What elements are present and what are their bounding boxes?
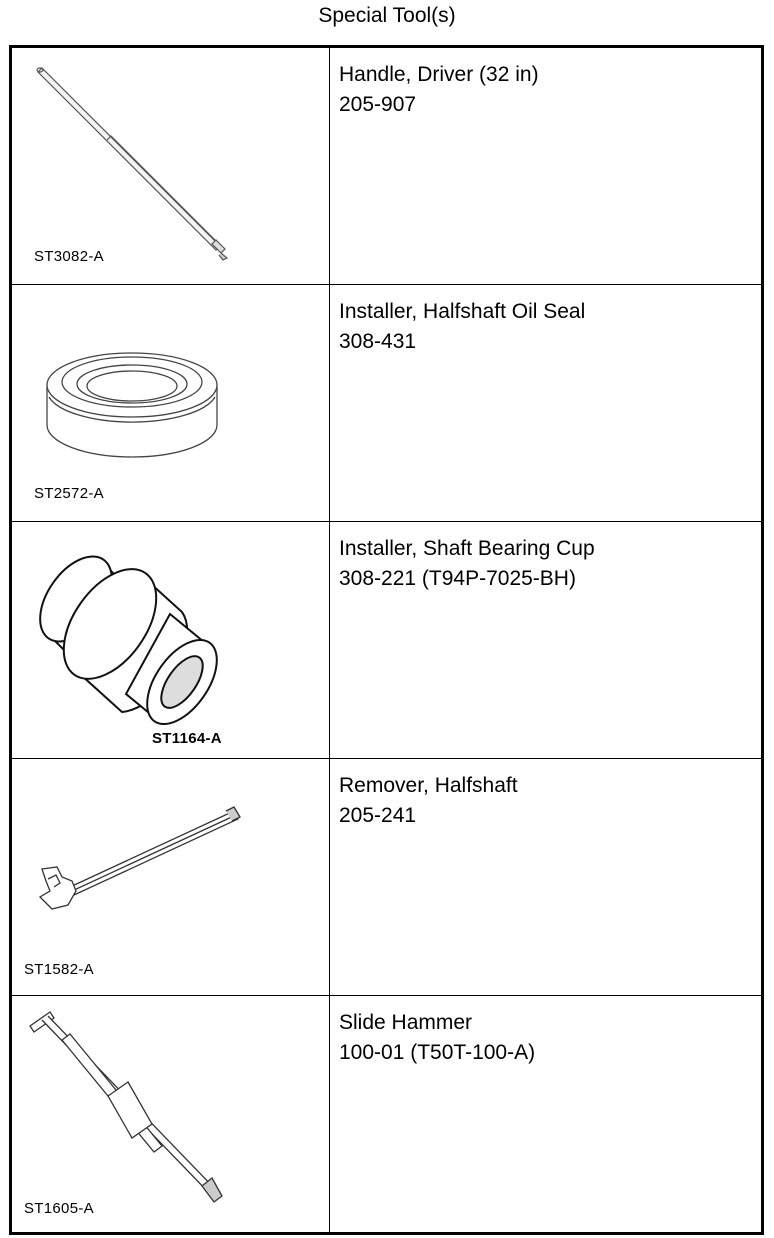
- tool-code: ST2572-A: [34, 485, 104, 502]
- tool-code: ST1164-A: [152, 730, 222, 747]
- tool-name: Installer, Halfshaft Oil Seal: [339, 300, 586, 323]
- tool-name: Remover, Halfshaft: [339, 774, 518, 797]
- tool-image-cell: [11, 522, 330, 759]
- table-row: [11, 285, 763, 522]
- table-row: [11, 522, 763, 759]
- tool-number: 308-221 (T94P-7025-BH): [339, 567, 576, 590]
- page-title: Special Tool(s): [318, 4, 456, 27]
- tool-image-cell: [11, 996, 330, 1234]
- tool-name: Installer, Shaft Bearing Cup: [339, 537, 595, 560]
- tool-name: Handle, Driver (32 in): [339, 63, 539, 86]
- tool-code: ST1605-A: [24, 1200, 94, 1217]
- tool-number: 100-01 (T50T-100-A): [339, 1041, 536, 1064]
- tool-number: 205-241: [339, 804, 417, 827]
- halfshaft-remover-icon: [12, 759, 329, 995]
- special-tools-table: [9, 45, 764, 1235]
- bearing-cup-installer-icon: [12, 522, 329, 758]
- tool-description-cell: [330, 522, 763, 759]
- tool-number: 205-907: [339, 93, 417, 116]
- slide-hammer-icon: [12, 996, 329, 1232]
- tool-code: ST3082-A: [34, 248, 104, 265]
- tool-name: Slide Hammer: [339, 1011, 473, 1034]
- table-row: [11, 996, 763, 1234]
- tool-description-cell: [330, 759, 763, 996]
- table-row: [11, 47, 763, 285]
- tool-description-cell: [330, 47, 763, 285]
- tool-code: ST1582-A: [24, 961, 94, 978]
- tool-description-cell: [330, 285, 763, 522]
- tool-number: 308-431: [339, 330, 417, 353]
- tool-image-cell: [11, 285, 330, 522]
- tool-description-cell: [330, 996, 763, 1234]
- tool-image-cell: [11, 47, 330, 285]
- table-row: [11, 759, 763, 996]
- tool-image-cell: [11, 759, 330, 996]
